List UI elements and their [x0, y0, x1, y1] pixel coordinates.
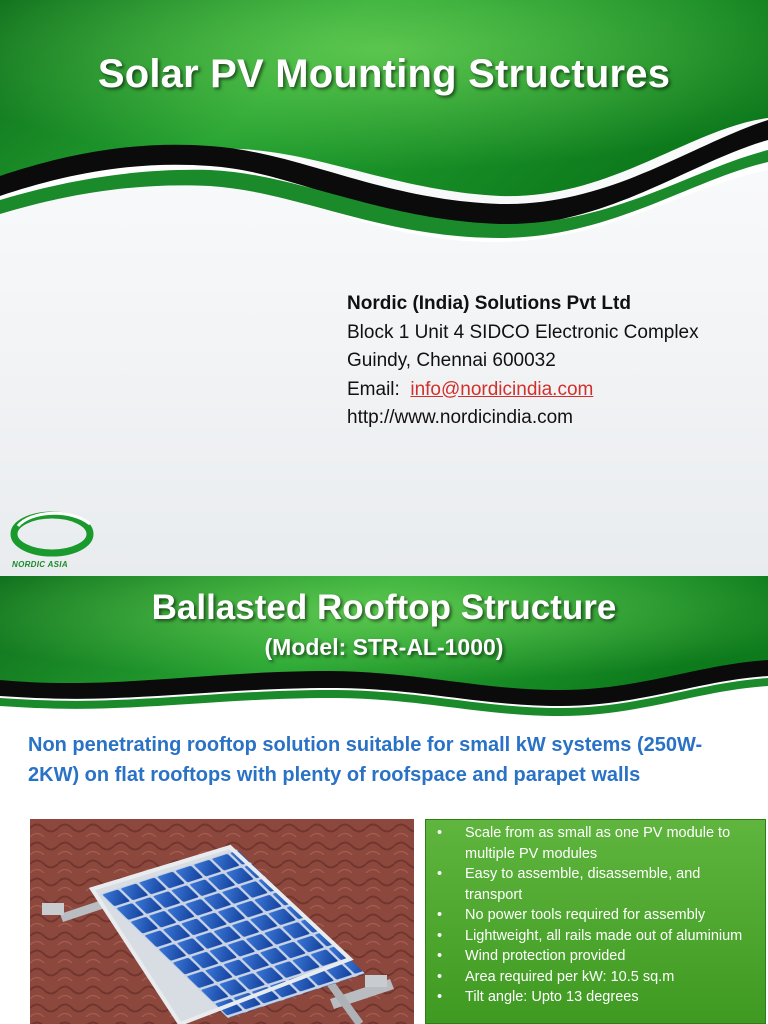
feature-item: • Easy to assemble, disassemble, and transport: [465, 864, 759, 905]
feature-item: • Scale from as small as one PV module to multiple PV modules: [465, 823, 759, 864]
address-line-1: Block 1 Unit 4 SIDCO Electronic Complex: [347, 321, 699, 343]
email-row: [347, 376, 699, 405]
company-name: Nordic (India) Solutions Pvt Ltd: [347, 293, 631, 314]
slide-title: Solar PV Mounting Structures: [97, 52, 671, 96]
feature-item: • Tilt angle: Upto 13 degrees: [465, 987, 759, 1008]
feature-item: • No power tools required for assembly: [465, 905, 759, 926]
feature-item: • Lightweight, all rails made out of aluminium: [465, 926, 759, 947]
address-line-2: Guindy, Chennai 600032: [347, 350, 556, 371]
email-label: Email:: [347, 378, 400, 400]
lead-paragraph: Non penetrating rooftop solution suitable for small kW systems (250W-2KW) on flat rooftops with plenty of roofspace and parapet walls: [28, 734, 703, 786]
email-link[interactable]: info@nordicindia.com: [410, 378, 594, 400]
feature-item: • Area required per kW: 10.5 sq.m: [465, 967, 759, 988]
feature-list: [426, 820, 765, 1008]
solar-panel-rooftop-image: [30, 819, 414, 1024]
features-panel: [425, 819, 766, 1024]
slide-title: Ballasted Rooftop Structure: [151, 588, 617, 627]
company-contact-block: [347, 290, 699, 433]
logo-text: NORDIC ASIA: [12, 560, 68, 569]
feature-item: • Wind protection provided: [465, 946, 759, 967]
product-slide: [0, 576, 768, 1024]
model-subtitle: (Model: STR-AL-1000): [264, 634, 504, 660]
website-link[interactable]: http://www.nordicindia.com: [347, 407, 573, 428]
